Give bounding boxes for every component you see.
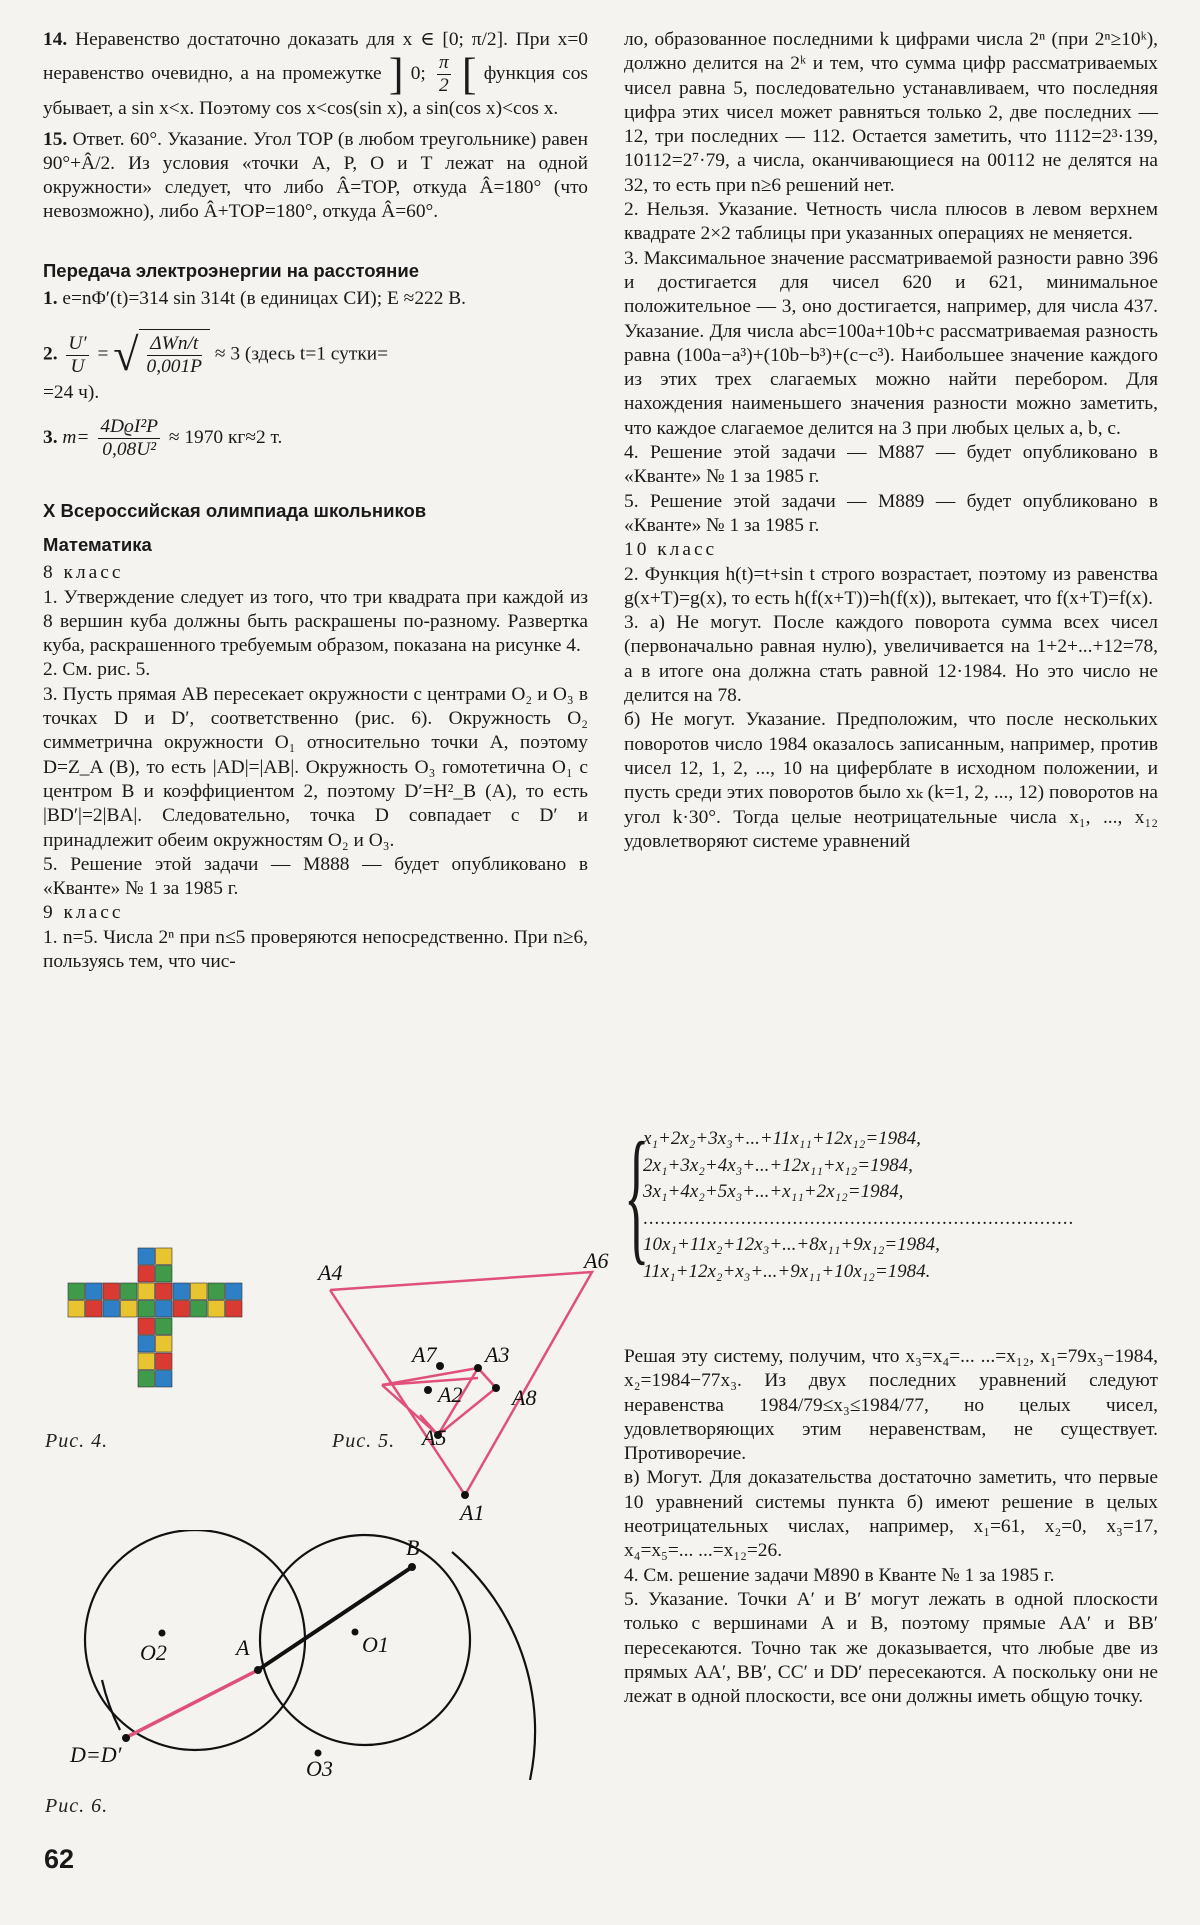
electricity-item-3: 3. m= $\frac{\text{4DϱI²P}}{\text{0,08U²}}$ ≈ 1970 кг≈2 т. <box>43 415 283 460</box>
class10-answer-4: 4. См. решение задачи М890 в Кванте № 1 за 1985 г. <box>624 1564 1055 1586</box>
label-a: A <box>236 1635 250 1660</box>
label-a8: A8 <box>512 1385 537 1410</box>
equation-row: x₁+2x₂+3x₃+...+11x₁₁+12x₁₂=1984, <box>643 1128 921 1149</box>
label-o3: O3 <box>306 1756 333 1780</box>
cube-net-square <box>103 1283 120 1300</box>
cube-net-square <box>191 1283 208 1300</box>
cube-net-square <box>86 1301 103 1318</box>
label-o1: O1 <box>362 1632 389 1657</box>
class9-answer-3: 3. Максимальное значение рассматриваемой разности равно 396 и достигается для чисел 620 и 621, минимальное положительное — 3, оно достигается, например, для числа 437. Указание. Для числа abc=100a+10b+c рассматриваемая разность равна (100a−a³)+(10b−b³)+(c−c³). Наибольшее значение каждого из этих трех слагаемых можно найти перебором. Для нахождения наименьшего значения разности можно заметить, что каждое слагаемое делится на 3 при любых целых a, b, c. <box>624 247 1158 439</box>
cube-net-square <box>86 1283 103 1300</box>
paragraph-15: 15. Ответ. 60°. Указание. Угол TOP (в любом треугольнике) равен 90°+Â/2. Из условия «точки A, P, O и T лежат на одной окружности» следует, что либо Â=TOP, откуда Â=180° (что невозможно), либо Â+TOP=180°, откуда Â=60°. <box>43 128 588 223</box>
electricity-item-1: 1. e=nΦ′(t)=314 sin 314t (в единицах СИ); E ≈222 В. <box>43 288 467 310</box>
class10-answer-3a: 3. а) Не могут. После каждого поворота сумма всех чисел (первоначально равная нулю), увеличивается на 1+2+...+12=78, а в итоге она должна стать равной 12·1984. Но это число не делится на 78. <box>624 612 1158 707</box>
cube-net-square <box>156 1371 173 1388</box>
right-column-bottom <box>624 1345 1158 1709</box>
cube-net-square <box>156 1318 173 1335</box>
section-heading-olympiad: X Всероссийская олимпиада школьников <box>43 499 427 521</box>
cube-net-square <box>156 1266 173 1283</box>
figure-6-diagram <box>40 1530 600 1780</box>
subheading-math: Математика <box>43 533 152 555</box>
cube-net-square <box>121 1301 138 1318</box>
cube-net-square <box>208 1301 225 1318</box>
cube-net-square <box>226 1301 243 1318</box>
cube-net-square <box>68 1283 85 1300</box>
cube-net-square <box>138 1248 155 1265</box>
figure-4-cube-net <box>58 1246 268 1406</box>
class8-answer-5: 5. Решение этой задачи — М888 — будет опубликовано в «Кванте» № 1 за 1985 г. <box>43 853 588 900</box>
cube-net-square <box>156 1248 173 1265</box>
label-a5: A5 <box>422 1425 447 1450</box>
paragraph-14: 14. Неравенство достаточно доказать для x ∈ [0; π/2]. При x=0 неравенство очевидно, а на промежутке ] 0; $\frac{\pi}{2}$ [ функция cos убывает, а sin x<x. Поэтому cos x<cos(sin x), а sin(cos x)<cos x. <box>43 29 588 120</box>
class8-answer-1: 1. Утверждение следует из того, что три квадрата при каждой из 8 вершин куба должны быть раскрашены по-разному. Развертка куба, раскрашенного требуемым образом, показана на рисунке 4. <box>43 586 588 657</box>
cube-net-square <box>68 1301 85 1318</box>
cube-net-square <box>138 1266 155 1283</box>
cube-net-square <box>121 1283 138 1300</box>
equation-dots: ........................................................................... <box>643 1207 1075 1229</box>
page-number: 62 <box>44 1844 75 1874</box>
cube-net-square <box>173 1301 190 1318</box>
label-o2: O2 <box>140 1640 167 1665</box>
section-heading-electricity: Передача электроэнергии на расстояние <box>43 259 419 281</box>
label-a4: A4 <box>318 1260 343 1285</box>
figure-5-diagram <box>300 1250 630 1530</box>
cube-net-square <box>191 1301 208 1318</box>
class-10-label: 10 класс <box>624 539 718 561</box>
label-a6: A6 <box>584 1250 609 1273</box>
cube-net-square <box>156 1301 173 1318</box>
pi-over-2: $\frac{\pi}{2}$ <box>438 52 449 97</box>
class9-answer-2: 2. Нельзя. Указание. Четность числа плюсов в левом верхнем квадрате 2×2 таблицы при указанных операциях не меняется. <box>624 199 1158 245</box>
system-brace: { <box>624 1112 650 1278</box>
cube-net-square <box>156 1353 173 1370</box>
cube-net-square <box>138 1336 155 1353</box>
label-d: D=D′ <box>70 1742 122 1767</box>
cube-net-square <box>173 1283 190 1300</box>
class9-answer-1-cont: ло, образованное последними k цифрами числа 2ⁿ (при 2ⁿ≥10ᵏ), должно делится на 2ᵏ и тем, что сумма цифр рассматриваемых чисел равна 5, последовательно устанавливаем, что последняя цифра этих чисел может равняться только 2, две последних — 12, три последних — 112. Остается заметить, что 1112=2³·139, 10112=2⁷·79, а числа, оканчивающиеся на 00112 не делятся на 32, то есть при n≥6 решений нет. <box>624 29 1158 196</box>
class8-answer-3: 3. Пусть прямая AB пересекает окружности с центрами O₂ и O₃ в точках D и D′, соответственно (рис. 6). Окружность O₂ симметрична окружности O₁ относительно точки A, поэтому D=Z_A (B), то есть |AD|=|AB|. Окружность O₃ гомотетична O₁ с центром B и коэффициентом 2, поэтому D′=H²_B (A), то есть |BD′|=2|BA|. Следовательно, точка D совпадает с D′ и принадлежит обеим окружностям O₂ и O₃. <box>43 683 588 851</box>
equation-row: 10x₁+11x₂+12x₃+...+8x₁₁+9x₁₂=1984, <box>643 1234 940 1255</box>
interval-notation: ] 0; $\frac{\pi}{2}$ [ <box>388 49 477 99</box>
class8-answer-2: 2. См. рис. 5. <box>43 659 151 681</box>
cube-net-square <box>138 1318 155 1335</box>
label-a1: A1 <box>460 1500 485 1525</box>
class-8-label: 8 класс <box>43 562 124 584</box>
electricity-item-2: 2. $\frac{U'}{U}$ = √ $\frac{\text{ΔWп/t}}{0,001P}$ ≈ 3 (здесь t=1 сутки= <box>43 329 389 381</box>
class10-answer-2: 2. Функция h(t)=t+sin t строго возрастает, поэтому из равенства g(x+T)=g(x), то есть h(f(x+T))=h(f(x)), вытекает, что f(x+T)=f(x). <box>624 563 1158 609</box>
class-9-label: 9 класс <box>43 902 124 924</box>
equation-row: 3x₁+4x₂+5x₃+...+x₁₁+2x₁₂=1984, <box>643 1181 904 1202</box>
cube-net-square <box>208 1283 225 1300</box>
figure-6-caption: Рис. 6. <box>45 1795 109 1817</box>
class9-answer-1: 1. n=5. Числа 2ⁿ при n≤5 проверяются непосредственно. При n≥6, пользуясь тем, что чис- <box>43 926 588 973</box>
cube-net-square <box>138 1283 155 1300</box>
class10-answer-3v: в) Могут. Для доказательства достаточно заметить, что первые 10 уравнений системы пункта б) имеют решение в целых неотрицательных числах, например, x₁=61, x₂=0, x₃=17, x₄=x₅=... ...=x₁₂=26. <box>624 1467 1158 1562</box>
figure-4-caption: Рис. 4. <box>45 1430 109 1452</box>
equation-row: 11x₁+12x₂+x₃+...+9x₁₁+10x₁₂=1984. <box>643 1260 931 1282</box>
label-a7: A7 <box>412 1342 437 1367</box>
label-a3: A3 <box>485 1342 510 1367</box>
cube-net-square <box>138 1301 155 1318</box>
label-b: B <box>406 1535 420 1560</box>
class9-answer-5: 5. Решение этой задачи — М889 — будет опубликовано в «Кванте» № 1 за 1985 г. <box>624 490 1158 536</box>
class10-solve: Решая эту систему, получим, что x₃=x₄=... ...=x₁₂, x₁=79x₃−1984, x₂=1984−77x₃. Из двух последних уравнений следуют неравенства 1984/79≤x₃≤1984/77, но целых чисел, удовлетворяющих этим неравенствам, не существует. Противоречие. <box>624 1346 1158 1465</box>
figure-5-caption: Рис. 5. <box>332 1430 396 1452</box>
cube-net-square <box>103 1301 120 1318</box>
cube-net-square <box>138 1371 155 1388</box>
cube-net-square <box>156 1283 173 1300</box>
equation-row: 2x₁+3x₂+4x₃+...+12x₁₁+x₁₂=1984, <box>643 1154 913 1176</box>
right-column <box>624 28 1158 854</box>
label-a2: A2 <box>438 1382 463 1407</box>
cube-net-square <box>226 1283 243 1300</box>
left-column <box>43 28 588 974</box>
cube-net-square <box>156 1336 173 1353</box>
class10-answer-3b: б) Не могут. Указание. Предположим, что после нескольких поворотов число 1984 оказалось записанным, например, против чисел 12, 1, 2, ..., 10 на циферблате в исходном положении, и пусть среди этих поворотов было xₖ (k=1, 2, ..., 12) поворотов на угол k·30°. Тогда целые неотрицательные числа x₁, ..., x₁₂ удовлетворяют системе уравнений <box>624 709 1158 852</box>
cube-net-square <box>138 1353 155 1370</box>
class10-answer-5: 5. Указание. Точки A′ и B′ могут лежать в одной плоскости только с вершинами A и B, поэтому прямые AA′ и BB′ пересекаются. Точно так же доказывается, что любые две из прямых AA′, BB′, CC′ и DD′ пересекаются. А поскольку они не лежат в одной плоскости, все они должны иметь общую точку. <box>624 1588 1158 1708</box>
class9-answer-4: 4. Решение этой задачи — М887 — будет опубликовано в «Кванте» № 1 за 1985 г. <box>624 442 1158 488</box>
sqrt-formula: √ $\frac{\text{ΔWп/t}}{0,001P}$ <box>113 329 210 381</box>
electricity-item-2-cont: =24 ч). <box>43 382 100 404</box>
